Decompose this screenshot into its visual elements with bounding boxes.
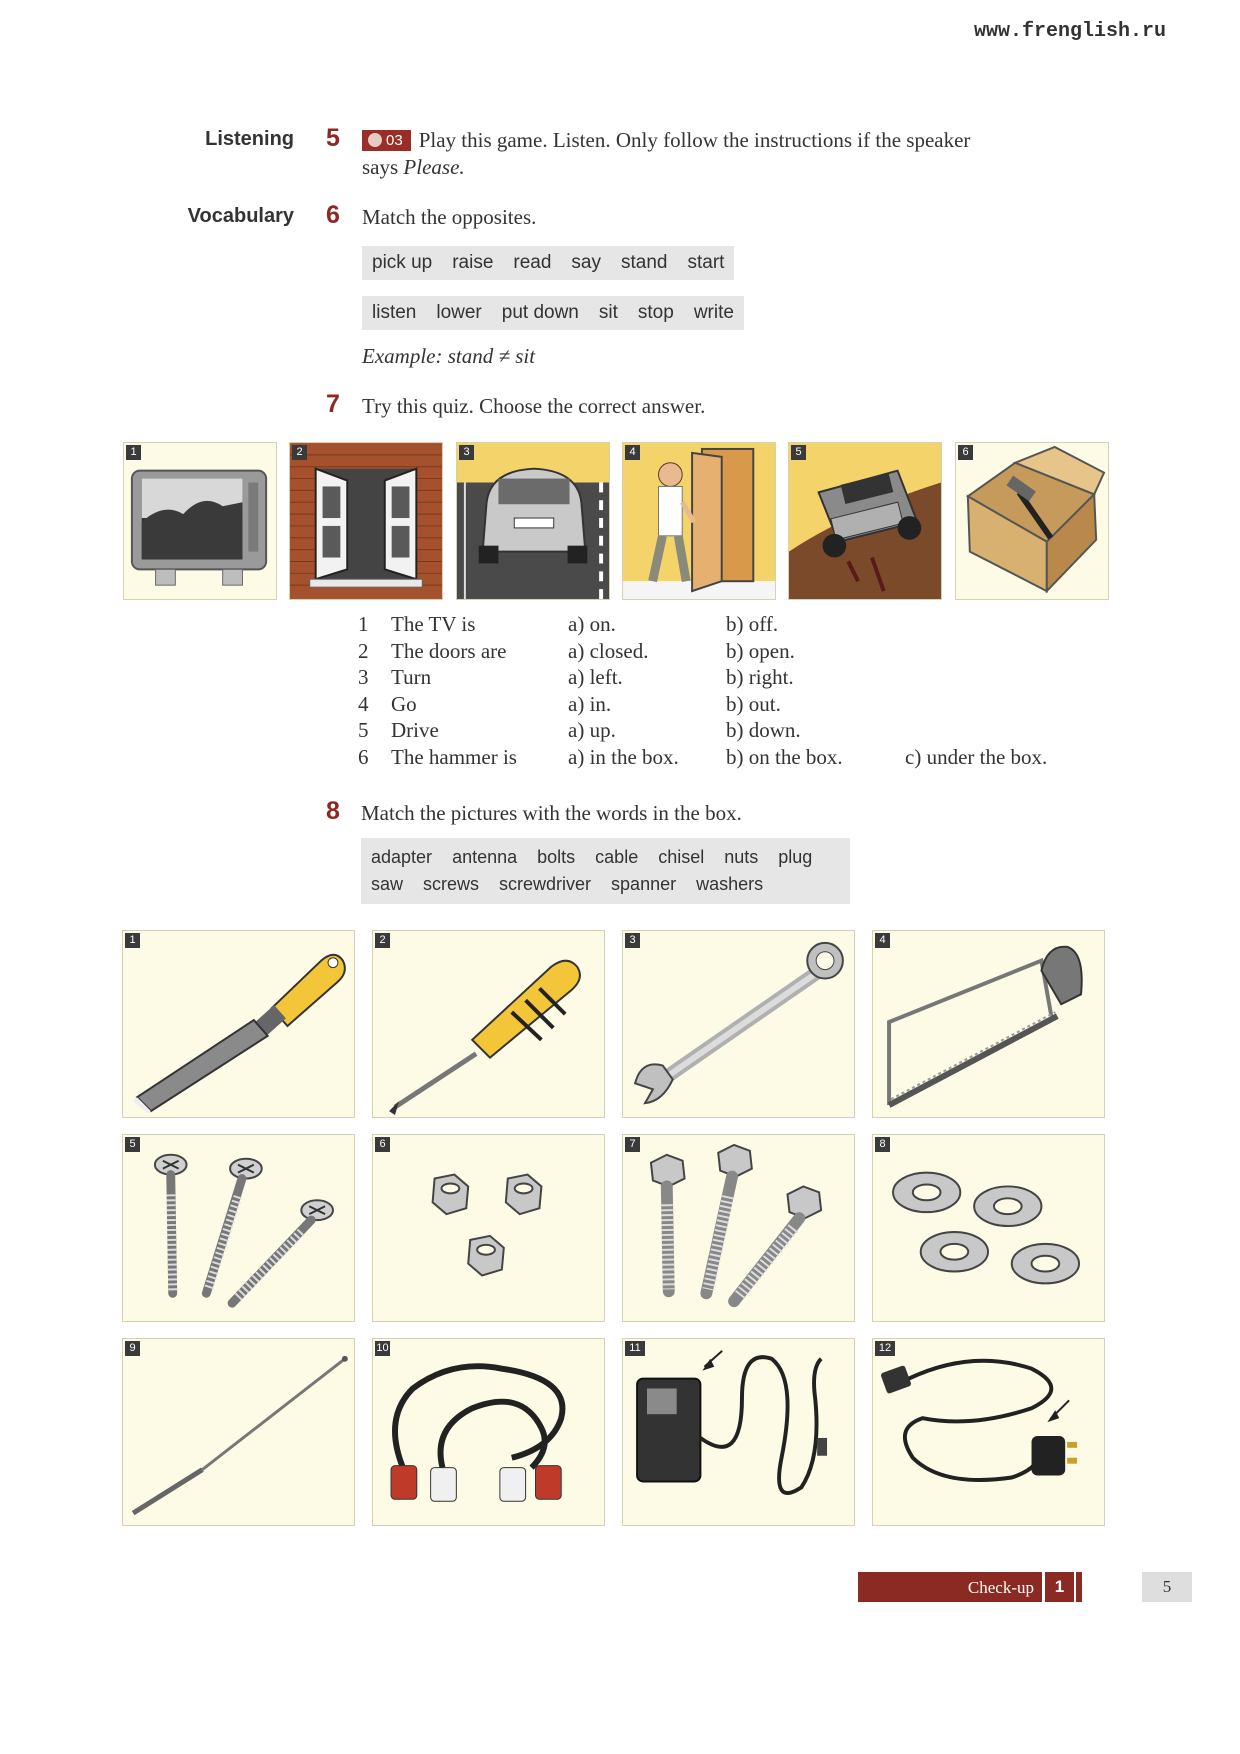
tool-picture-nuts [372,1134,605,1322]
quiz-option-b[interactable]: b) right. [726,665,794,690]
word-item: spanner [611,874,677,894]
picture-number: 4 [625,445,640,460]
quiz-option-b[interactable]: b) on the box. [726,745,843,769]
adapter-icon [623,1339,854,1525]
bolts-icon [623,1135,854,1321]
quiz-number: 4 [358,691,369,716]
watermark: www.frenglish.ru [974,20,1167,43]
word-item: plug [778,847,813,867]
quiz-question: Go [391,691,417,716]
picture-number: 10 [376,1342,389,1354]
hammer-box-icon [956,443,1108,599]
quiz-picture-car [456,442,610,600]
saw-icon [873,931,1104,1117]
quiz-picture-tv [123,442,277,600]
exercise-7-instruction: Try this quiz. Choose the correct answer. [362,394,706,418]
word-item: lower [436,302,482,323]
section-label-listening: Listening [205,128,294,150]
quiz-option-a[interactable]: a) up. [568,718,616,743]
picture-number: 4 [875,933,890,948]
washers-icon [873,1135,1104,1321]
picture-number: 3 [625,933,640,948]
word-item: sit [598,302,618,323]
quiz-option-b[interactable]: b) off. [726,612,779,636]
cd-track-badge[interactable] [362,130,411,151]
tool-picture-screws [122,1134,355,1322]
quiz-picture-hammer-box [955,442,1109,600]
quiz-option-b[interactable]: b) out. [726,691,781,716]
exercise-8-number: 8 [326,797,340,825]
word-item: adapter [371,847,433,867]
quiz-option-a[interactable]: a) closed. [568,638,649,663]
car-icon [457,443,609,599]
quiz-picture-door-person [622,442,776,600]
picture-number: 11 [625,1341,645,1356]
word-item: stop [637,302,674,323]
quiz-option-c[interactable]: c) under the box. [905,745,1048,769]
quiz-question: Turn [391,665,432,690]
section-label-vocabulary: Vocabulary [187,205,294,227]
exercise-5-please: Please. [403,155,465,179]
word-item: antenna [452,847,518,867]
quiz-option-b[interactable]: b) down. [726,718,801,743]
word-item: pick up [372,252,433,273]
tool-picture-antenna [122,1338,355,1526]
nuts-icon [373,1135,604,1321]
word-item: stand [621,252,668,273]
word-item: start [687,252,725,273]
quiz-picture-jeep [788,442,942,600]
picture-number: 12 [875,1341,895,1356]
word-box-tools-row1 [371,844,840,871]
word-item: nuts [724,847,759,867]
quiz-option-b[interactable]: b) open. [726,638,795,663]
quiz-number: 2 [358,638,369,663]
exercise-8-instruction: Match the pictures with the words in the box. [361,801,742,825]
picture-number: 2 [375,933,390,948]
quiz-option-a[interactable]: a) left. [568,665,623,690]
word-item: write [693,302,734,323]
quiz-number: 1 [358,612,369,636]
word-item: screws [423,874,480,894]
footer-label: Check-up [967,1578,1034,1597]
word-item: bolts [537,847,576,867]
tool-picture-saw [872,930,1105,1118]
word-box-tools [361,838,850,904]
doors-icon [290,443,442,599]
word-box-2 [362,296,744,330]
word-box-tools-row2 [371,871,840,898]
tool-picture-screwdriver [372,930,605,1118]
footer-unit-number: 1 [1042,1572,1074,1602]
word-item: say [571,252,601,273]
quiz-option-a[interactable]: a) in. [568,691,612,716]
word-box-1 [362,246,734,280]
cable-icon [373,1339,604,1525]
exercise-6-instruction: Match the opposites. [362,205,537,229]
exercise-6-number: 6 [326,201,340,229]
picture-number: 6 [375,1137,390,1152]
screws-icon [123,1135,354,1321]
word-item: chisel [658,847,705,867]
tool-picture-washers [872,1134,1105,1322]
tool-picture-bolts [622,1134,855,1322]
footer-unit-edge [1076,1572,1082,1602]
tv-icon [124,443,276,599]
word-item: listen [372,302,417,323]
word-item: screwdriver [499,874,592,894]
picture-number: 1 [125,933,140,948]
picture-number: 3 [459,445,474,460]
exercise-5-number: 5 [326,124,340,152]
antenna-icon [123,1339,354,1525]
tool-picture-plug [872,1338,1105,1526]
exercise-6-example: Example: stand ≠ sit [362,344,536,368]
screwdriver-icon [373,931,604,1117]
picture-number: 9 [125,1341,140,1356]
quiz-number: 6 [358,745,369,769]
picture-number: 1 [126,445,141,460]
spanner-icon [623,931,854,1117]
quiz-option-a[interactable]: a) on. [568,612,616,636]
quiz-option-a[interactable]: a) in the box. [568,745,679,769]
jeep-icon [789,443,941,599]
word-item: washers [696,874,764,894]
tool-picture-chisel [122,930,355,1118]
tool-picture-cable [372,1338,605,1526]
footer-checkup-bar [858,1572,1074,1602]
picture-number: 8 [875,1137,890,1152]
chisel-icon [123,931,354,1117]
word-item: put down [501,302,579,323]
tool-picture-spanner [622,930,855,1118]
quiz-question: The doors are [391,638,507,663]
exercise-5-line2 [362,155,465,180]
quiz-question: The hammer is [391,745,517,769]
quiz-question: The TV is [391,612,476,636]
plug-icon [873,1339,1104,1525]
word-item: read [513,252,552,273]
exercise-7-number: 7 [326,390,340,418]
person-door-icon [623,443,775,599]
exercise-5-text-line2: says [362,155,404,179]
exercise-5-instruction [362,128,1082,153]
exercise-5-text-line1: Play this game. Listen. Only follow the instructions if the speaker [418,128,971,152]
picture-number: 6 [958,445,973,460]
word-item: saw [371,874,404,894]
picture-number: 5 [125,1137,140,1152]
cd-track-number: 03 [386,132,403,149]
word-item: cable [595,847,639,867]
cd-icon [368,133,382,147]
picture-number: 5 [791,445,806,460]
quiz-number: 5 [358,718,369,743]
quiz-picture-doors [289,442,443,600]
tool-picture-adapter [622,1338,855,1526]
picture-number: 2 [292,445,307,460]
quiz-number: 3 [358,665,369,690]
word-item: raise [452,252,494,273]
picture-number: 7 [625,1137,640,1152]
page-number: 5 [1142,1572,1192,1602]
quiz-question: Drive [391,718,439,743]
